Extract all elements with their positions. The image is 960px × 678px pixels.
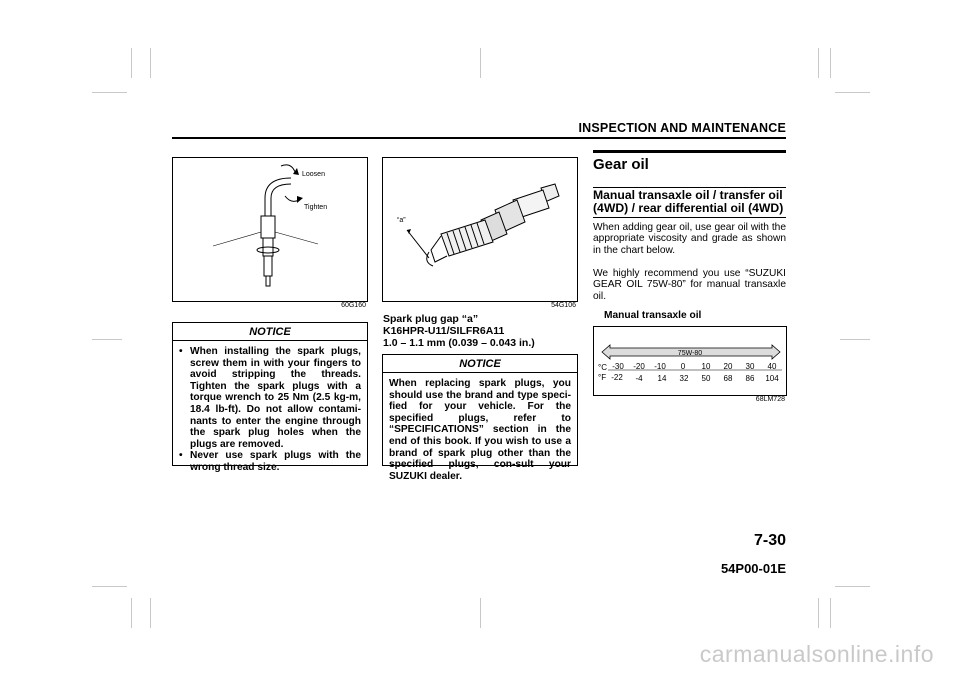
paragraph: When adding gear oil, use gear oil with the appropriate viscosity and grade as shown in the chart below. xyxy=(593,222,786,256)
spark-plug-gap-caption xyxy=(383,313,577,349)
bullet-icon: • xyxy=(179,346,183,357)
caption-line: K16HPR-U11/SILFR6A11 xyxy=(383,325,505,337)
celsius-tick: 0 xyxy=(680,362,686,371)
loosen-label: Loosen xyxy=(302,171,325,178)
notice-title: NOTICE xyxy=(173,323,367,341)
fahrenheit-tick: 86 xyxy=(745,374,755,383)
crop-mark xyxy=(480,48,481,78)
chart-heading: Manual transaxle oil xyxy=(604,310,702,321)
figure-code-3: 68LM728 xyxy=(755,396,785,403)
fahrenheit-unit: °F xyxy=(598,373,607,382)
crop-mark xyxy=(830,48,831,78)
celsius-tick: 20 xyxy=(723,362,733,371)
viscosity-chart xyxy=(594,327,786,395)
fahrenheit-tick: 32 xyxy=(679,374,689,383)
crop-mark xyxy=(830,598,831,628)
fahrenheit-tick: -4 xyxy=(635,374,643,383)
celsius-tick: 10 xyxy=(701,362,711,371)
crop-mark xyxy=(92,586,127,587)
notice-text: When installing the spark plugs, screw them in with your fingers to avoid stripping the threads. Tighten the spark plugs with a torque wrench to 25 Nm (2.5 kg-m, 18.4 lb-ft). Do not allow contami-nants to enter the engine through the spark plug holes when the plugs are removed. xyxy=(190,346,361,450)
caption-line: Spark plug gap “a” xyxy=(383,313,479,325)
crop-mark xyxy=(150,48,151,78)
notice-box-installation xyxy=(172,322,368,473)
celsius-unit: °C xyxy=(598,363,607,372)
crop-mark xyxy=(150,598,151,628)
celsius-tick: -30 xyxy=(612,362,624,371)
crop-mark xyxy=(835,586,870,587)
section-rule xyxy=(593,150,786,153)
notice-body: When replacing spark plugs, you should use the brand and type speci-fied for your vehicle. For the specified plugs, refer to “SPECIFICATIONS” section in the end of this book. If you wish to use a brand of spark plug other than the specified plugs, con-sult your SUZUKI dealer. xyxy=(389,378,571,482)
wrench-illustration xyxy=(173,158,367,301)
subsection-title: Manual transaxle oil / transfer oil (4WD) / rear differential oil (4WD) xyxy=(593,188,784,215)
crop-mark xyxy=(92,92,127,93)
fahrenheit-tick: 68 xyxy=(723,374,733,383)
document-code: 54P00-01E xyxy=(720,561,786,576)
crop-mark xyxy=(131,48,132,78)
notice-text: Never use spark plugs with the wrong thread size. xyxy=(190,450,361,473)
crop-mark xyxy=(480,598,481,628)
spark-plug-figure xyxy=(382,157,578,302)
crop-mark xyxy=(92,339,122,340)
header-rule xyxy=(172,137,786,139)
page-header-title: INSPECTION AND MAINTENANCE xyxy=(578,121,786,135)
fahrenheit-tick: 50 xyxy=(701,374,711,383)
notice-body xyxy=(173,341,367,480)
page-number: 7-30 xyxy=(753,532,786,549)
tighten-label: Tighten xyxy=(304,204,328,211)
watermark-text: carmanualsonline.info xyxy=(699,641,934,667)
bullet-icon: • xyxy=(179,450,183,462)
crop-mark xyxy=(131,598,132,628)
section-title: Gear oil xyxy=(593,156,649,173)
crop-mark xyxy=(818,48,819,78)
gap-a-label: “a” xyxy=(397,217,406,224)
notice-bullet xyxy=(179,450,361,473)
crop-mark xyxy=(840,339,870,340)
figure-code-2: 54G106 xyxy=(551,302,576,309)
celsius-tick: 30 xyxy=(745,362,755,371)
band-label: 75W-80 xyxy=(677,350,703,357)
notice-box-replacement xyxy=(382,354,578,482)
crop-mark xyxy=(818,598,819,628)
paragraph: We highly recommend you use “SUZUKI GEAR OIL 75W-80” for manual transaxle oil. xyxy=(593,268,786,302)
spark-plug-wrench-figure xyxy=(172,157,368,302)
fahrenheit-tick: 104 xyxy=(765,374,779,383)
subsection-rule xyxy=(593,217,786,218)
fahrenheit-tick: 14 xyxy=(657,374,667,383)
viscosity-chart-figure xyxy=(593,326,787,396)
crop-mark xyxy=(835,92,870,93)
notice-title: NOTICE xyxy=(383,355,577,373)
fahrenheit-tick: -22 xyxy=(611,373,623,382)
notice-bullet xyxy=(179,346,361,450)
celsius-tick: -20 xyxy=(633,362,645,371)
caption-line: 1.0 – 1.1 mm (0.039 – 0.043 in.) xyxy=(383,337,535,349)
celsius-tick: -10 xyxy=(654,362,666,371)
figure-code-1: 60G160 xyxy=(341,302,366,309)
celsius-tick: 40 xyxy=(767,362,777,371)
spark-plug-illustration xyxy=(383,158,577,301)
